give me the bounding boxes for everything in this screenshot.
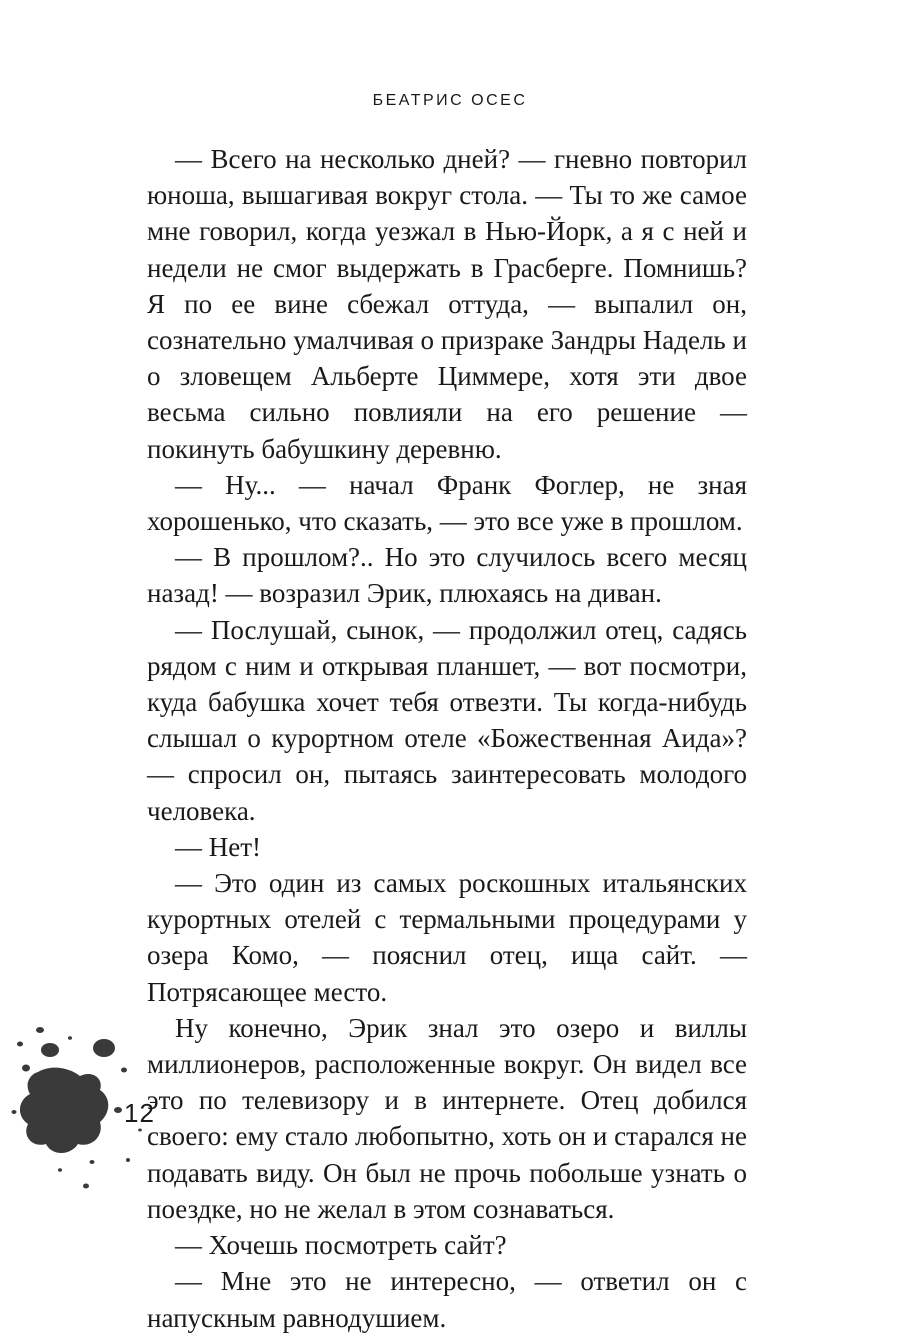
page-number: 12 <box>124 1098 155 1128</box>
paragraph: — Это один из самых роскошных итальянских курортных отелей с термальными процедурами у озера Комо, — пояснил отец, ища сайт. — Потрясающее место. <box>147 868 747 1007</box>
paragraph: — В прошлом?.. Но это случилось всего месяц назад! — возразил Эрик, плюхаясь на диван. <box>147 542 747 609</box>
paragraph: — Послушай, сынок, — продолжил отец, садясь рядом с ним и открывая планшет, — вот посмотри, куда бабушка хочет тебя отвезти. Ты когда-нибудь слышал о курортном отеле «Божественная Аида»? — спросил он, пытаясь заинтересовать молодого человека. <box>147 614 747 826</box>
paragraph: — Ну... — начал Франк Фоглер, не зная хорошенько, что сказать, — это все уже в прошлом. <box>147 469 747 537</box>
paragraph: — Всего на несколько дней? — гневно повторил юноша, вышагивая вокруг стола. — Ты то же самое мне говорил, когда уезжал в Нью-Йорк, а я с ней и недели не смог выдержать в Грасберге. Помнишь? Я по ее вине сбежал оттуда, — выпалил он, сознательно умалчивая о призраке Зандры Надель и о зловещем Альберте Циммере, хотя эти двое весьма сильно повлияли на его решение — покинуть бабушкину деревню. <box>147 144 747 464</box>
running-head: БЕАТРИС ОСЕС <box>372 92 528 109</box>
paragraph: — Хочешь посмотреть сайт? <box>175 1230 507 1261</box>
paragraph: Ну конечно, Эрик знал это озеро и виллы миллионеров, расположенные вокруг. Он видел все это по телевизору и в интернете. Отец добился своего: ему стало любопытно, хоть он и старался не подавать виду. Он был не прочь побольше узнать о поездке, но не желал в этом сознаваться. <box>147 1012 747 1224</box>
paragraph: — Мне это не интересно, — ответил он с напускным равнодушием. <box>147 1266 747 1333</box>
paragraph: — Нет! <box>175 831 262 862</box>
body-text <box>147 141 747 1336</box>
